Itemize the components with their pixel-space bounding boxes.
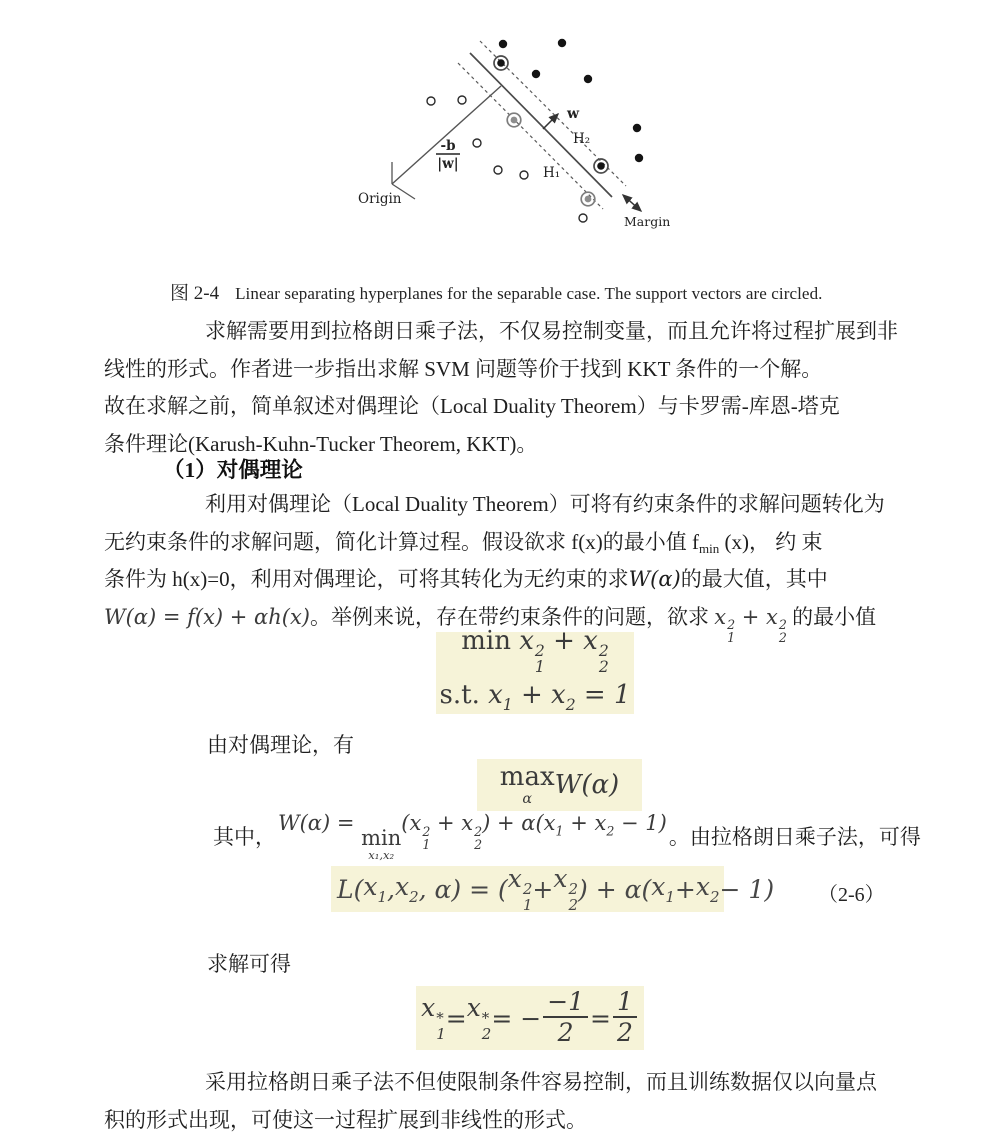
text-run: 的最大值，其中 xyxy=(680,567,828,591)
data-points xyxy=(427,39,643,222)
origin-label: Origin xyxy=(358,191,402,207)
h1-label: H₁ xyxy=(543,165,561,181)
svg-text:|w|: |w| xyxy=(437,156,459,172)
figure-caption xyxy=(170,278,890,305)
paragraph-line: 积的形式出现，可使这一过程扩展到非线性的形式。 xyxy=(104,1107,587,1132)
inline-formula: x 2 1 + x 2 2 xyxy=(714,604,787,646)
paragraph-line: 故在求解之前，简单叙述对偶理论（Local Duality Theorem）与卡罗需-库恩-塔克 xyxy=(104,394,840,418)
text-run: 条件为 h(x)=0，利用对偶理论，可将其转化为无约束的求 xyxy=(104,567,629,591)
margin-arrow xyxy=(623,195,641,211)
formula-min-constraint: s.t. $x_1 + x_2 = 1$ xyxy=(439,680,631,715)
paragraph-line: 线性的形式。作者进一步指出求解 SVM 问题等价于找到 KKT 条件的一个解。 xyxy=(104,356,823,381)
formula-min-objective: min x 2 1 + x 2 2 xyxy=(461,625,609,676)
hyperplane-line xyxy=(470,53,612,197)
text-run: 其中， xyxy=(213,825,276,849)
paragraph-line: 求解需要用到拉格朗日乘子法，不仅易控制变量，而且允许将过程扩展到非 xyxy=(205,319,898,343)
formula-max-W: max α W(α) xyxy=(477,759,642,811)
w-label: w xyxy=(567,106,580,122)
w-vector-arrow xyxy=(543,114,558,129)
margin-label: Margin xyxy=(624,214,671,229)
text-run: 无约束条件的求解问题，简化计算过程。假设欲求 f(x)的最小值 f xyxy=(104,529,699,554)
figure-caption-text: Linear separating hyperplanes for the separable case. The support vectors are circled. xyxy=(235,284,823,303)
paragraph-line: 条件理论(Karush-Kuhn-Tucker Theorem, KKT)。 xyxy=(104,431,538,456)
inline-formula-W-min: W(α) = min x₁,x₂ (x 2 1 + x 2 2 ) + $\alpha(x_1 + x_2 - 1)$ xyxy=(278,810,667,862)
section-heading-duality: （1）对偶理论 xyxy=(163,458,303,482)
text-run: (x)， 约 束 xyxy=(719,529,823,554)
formula-lagrangian: L( $x_1$ , $x_2$ , α) = ( x 2 1 + x 2 2 ) + α( $x_1$ + $x_2$ − 1) xyxy=(331,866,724,912)
svm-hyperplane-figure xyxy=(330,15,690,245)
lead-solve-text: 求解可得 xyxy=(207,952,291,976)
inline-math-W-alpha: W(α) xyxy=(628,567,681,591)
svg-text:-b: -b xyxy=(440,138,456,154)
paragraph-line: 采用拉格朗日乘子法不但使限制条件容易控制，而且训练数据仅以向量点 xyxy=(205,1070,877,1094)
paragraph-3 xyxy=(104,1064,914,1135)
text-run: 的最小值 xyxy=(786,604,877,629)
line-qizhong xyxy=(213,812,921,860)
inline-formula: W(α) = f(x) + αh(x) xyxy=(104,604,310,629)
text-run: 。由拉格朗日乘子法，可得 xyxy=(668,825,921,849)
b-over-w-fraction xyxy=(436,138,460,172)
lead-duality-text: 由对偶理论，有 xyxy=(207,733,354,757)
formula-constrained-min xyxy=(436,625,634,715)
f-min-subscript: min xyxy=(698,540,720,556)
figure-caption-label: 图 2-4 xyxy=(170,283,220,304)
h2-label: H₂ xyxy=(573,131,591,147)
paragraph-line xyxy=(104,524,914,562)
paragraph-line xyxy=(104,561,914,599)
paragraph-1 xyxy=(104,313,914,463)
paragraph-2 xyxy=(104,486,914,646)
equation-number: （2-6） xyxy=(818,884,885,906)
text-run: 。举例来说，存在带约束条件的问题，欲求 xyxy=(309,604,715,629)
paragraph-line: 利用对偶理论（Local Duality Theorem）可将有约束条件的求解问题转化为 xyxy=(205,492,885,516)
formula-solution: x * 1 = x * 2 = − $\frac{-1}{2}$ = $\frac{1}{2}$ xyxy=(416,986,644,1050)
